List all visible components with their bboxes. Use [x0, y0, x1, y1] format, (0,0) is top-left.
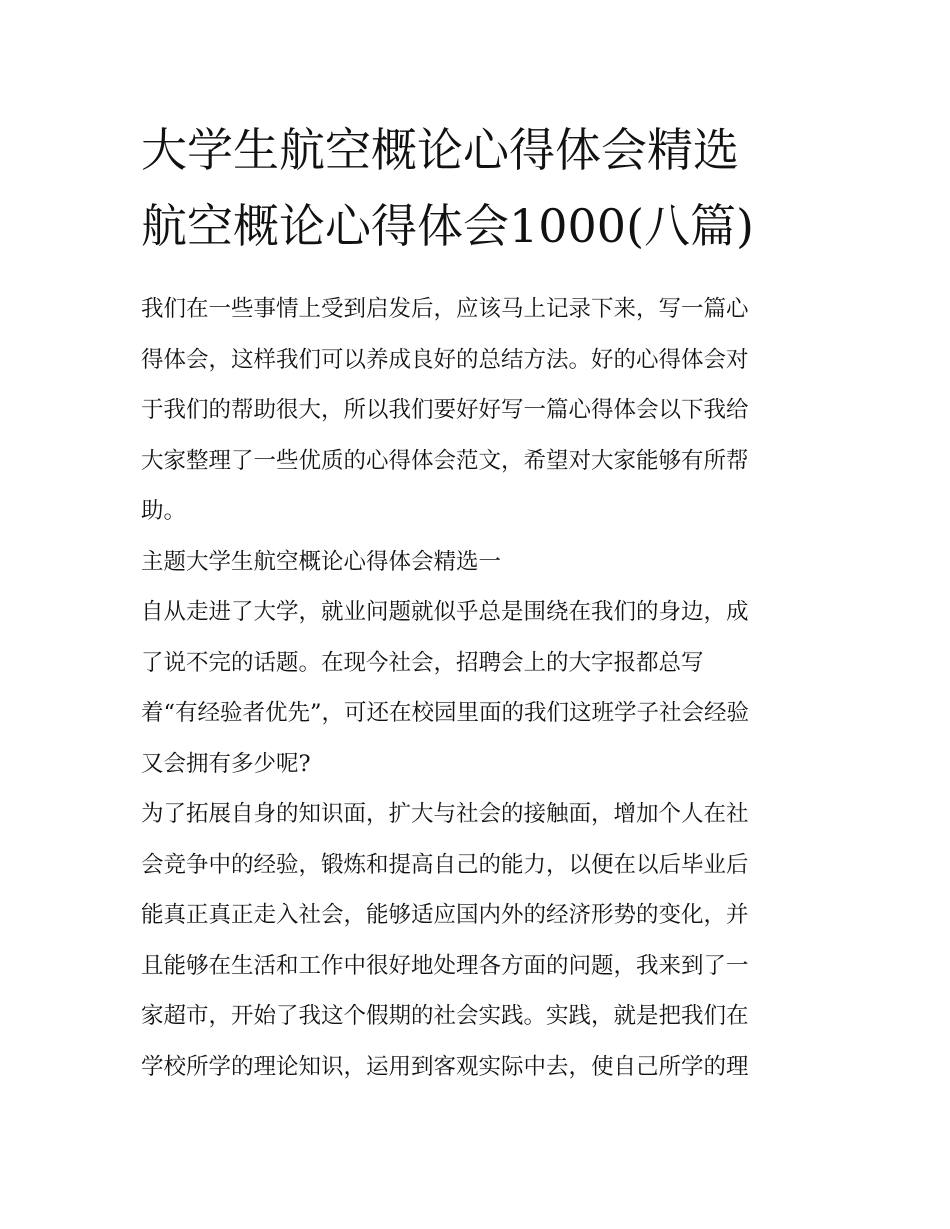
text-line: 学校所学的理论知识，运用到客观实际中去，使自己所学的理 — [141, 1053, 749, 1080]
text-line: 了说不完的话题。在现今社会，招聘会上的大字报都总写 — [141, 649, 704, 676]
text-line: 又会拥有多少呢? — [141, 750, 311, 777]
text-line: 会竞争中的经验，锻炼和提高自己的能力，以便在以后毕业后 — [141, 851, 749, 878]
paragraph-2 — [141, 789, 811, 1092]
text-line: 家超市，开始了我这个假期的社会实践。实践，就是把我们在 — [141, 1003, 749, 1029]
document-body — [141, 284, 811, 1092]
text-line: 助。 — [141, 498, 187, 524]
document-page — [141, 112, 811, 1092]
text-line: 能真正真正走入社会，能够适应国内外的经济形势的变化，并 — [141, 902, 749, 928]
intro-paragraph — [141, 284, 811, 537]
text-line: 自从走进了大学，就业问题就似乎总是围绕在我们的身边，成 — [141, 599, 749, 625]
text-line: 得体会，这样我们可以养成良好的总结方法。好的心得体会对 — [141, 346, 749, 373]
text-line: 大家整理了一些优质的心得体会范文，希望对大家能够有所帮 — [141, 447, 749, 474]
text-line: 于我们的帮助很大，所以我们要好好写一篇心得体会以下我给 — [141, 397, 749, 423]
document-title — [141, 112, 811, 264]
title-line-2: 航空概论心得体会1000(八篇) — [141, 199, 754, 253]
paragraph-1 — [141, 587, 811, 789]
title-line-1: 大学生航空概论心得体会精选 — [141, 123, 739, 177]
text-line: 且能够在生活和工作中很好地处理各方面的问题，我来到了一 — [141, 952, 749, 979]
section-heading: 主题大学生航空概论心得体会精选一 — [141, 548, 502, 575]
text-line: 为了拓展自身的知识面，扩大与社会的接触面，增加个人在社 — [141, 801, 749, 827]
text-line: 着“有经验者优先”，可还在校园里面的我们这班学子社会经验 — [141, 700, 750, 726]
text-line: 我们在一些事情上受到启发后，应该马上记录下来，写一篇心 — [141, 296, 749, 322]
